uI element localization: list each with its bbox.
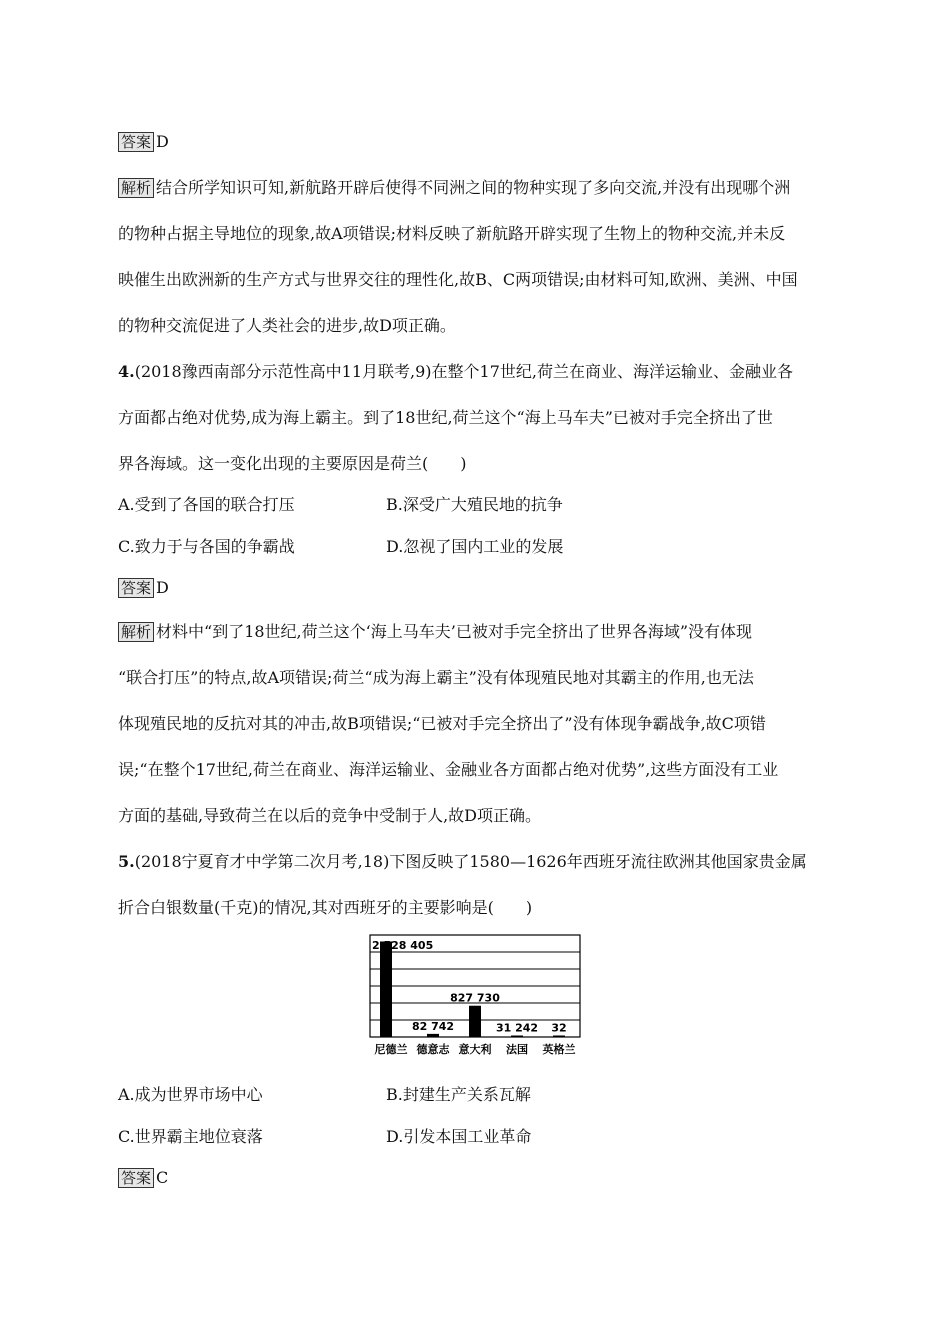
q4-analysis-line-4: 误;“在整个17世纪,荷兰在商业、海洋运输业、金融业各方面都占绝对优势”,这些方面没有工业 [118, 760, 779, 779]
chart-category-label-3: 法国 [506, 1043, 528, 1056]
q3-analysis-line-4: 的物种交流促进了人类社会的进步,故D项正确。 [118, 316, 456, 335]
q4-option-a: A.受到了各国的联合打压 [118, 495, 295, 514]
q4-number: 4. [118, 362, 135, 381]
q3-answer-tag: 答案 [118, 132, 154, 152]
q4-answer: D [156, 578, 169, 597]
chart-bar-3 [511, 1036, 523, 1038]
q4-stem-line-3: 界各海域。这一变化出现的主要原因是荷兰( ) [118, 454, 467, 473]
chart-value-label-3: 31 242 [495, 1021, 539, 1035]
chart-bar-0 [380, 941, 392, 1037]
q4-analysis-line-5: 方面的基础,导致荷兰在以后的竞争中受制于人,故D项正确。 [118, 806, 542, 825]
chart-bar-2 [469, 1006, 481, 1037]
q4-analysis-line-2: “联合打压”的特点,故A项错误;荷兰“成为海上霸主”没有体现殖民地对其霸主的作用,也无法 [118, 668, 754, 687]
chart-value-label-1: 82 742 [411, 1019, 455, 1033]
chart-value-label-4: 32 [551, 1021, 567, 1035]
q5-answer-tag: 答案 [118, 1168, 154, 1188]
q3-analysis-text: 结合所学知识可知,新航路开辟后使得不同洲之间的物种实现了多向交流,并没有出现哪个洲 [156, 178, 791, 197]
q5-option-b: B.封建生产关系瓦解 [386, 1085, 531, 1104]
q5-stem-text: (2018宁夏育才中学第二次月考,18)下图反映了1580—1626年西班牙流往欧洲其他国家贵金属 [134, 852, 807, 871]
q5-option-a: A.成为世界市场中心 [118, 1085, 263, 1104]
q3-analysis-tag: 解析 [118, 178, 154, 198]
chart-category-label-2: 意大利 [458, 1043, 492, 1056]
q4-answer-line [118, 578, 169, 598]
q4-option-c: C.致力于与各国的争霸战 [118, 537, 295, 556]
q3-answer: D [156, 132, 169, 151]
q5-number: 5. [118, 852, 135, 871]
silver-outflow-bar-chart [366, 933, 586, 1063]
q4-stem-line-2: 方面都占绝对优势,成为海上霸主。到了18世纪,荷兰这个“海上马车夫”已被对手完全挤出了世 [118, 408, 773, 427]
chart-category-label-1: 德意志 [416, 1043, 450, 1056]
q3-answer-line [118, 132, 169, 152]
q5-stem-line-2: 折合白银数量(千克)的情况,其对西班牙的主要影响是( ) [118, 898, 533, 917]
chart-value-label-2: 827 730 [450, 991, 500, 1005]
q4-option-b: B.深受广大殖民地的抗争 [386, 495, 563, 514]
q5-answer: C [156, 1168, 169, 1187]
q4-option-d: D.忽视了国内工业的发展 [386, 537, 564, 556]
q4-answer-tag: 答案 [118, 578, 154, 598]
q4-analysis-tag: 解析 [118, 622, 154, 642]
q4-stem-line-1 [118, 362, 793, 382]
chart-category-label-0: 尼德兰 [374, 1043, 408, 1056]
q4-analysis-line-1 [118, 622, 752, 642]
chart-category-label-4: 英格兰 [542, 1043, 576, 1056]
q3-analysis-line-2: 的物种占据主导地位的现象,故A项错误;材料反映了新航路开辟实现了生物上的物种交流,并未反 [118, 224, 786, 243]
q3-analysis-line-1 [118, 178, 790, 198]
chart-bar-1 [427, 1034, 439, 1037]
q5-option-c: C.世界霸主地位衰落 [118, 1127, 263, 1146]
q5-option-d: D.引发本国工业革命 [386, 1127, 532, 1146]
q4-analysis-text: 材料中“到了18世纪,荷兰这个‘海上马车夫’已被对手完全挤出了世界各海域”没有体现 [156, 622, 752, 641]
q4-analysis-line-3: 体现殖民地的反抗对其的冲击,故B项错误;“已被对手完全挤出了”没有体现争霸战争,故C项错 [118, 714, 766, 733]
chart-value-label-0: 2 528 405 [372, 939, 434, 952]
q5-stem-line-1 [118, 852, 807, 872]
chart-bar-4 [553, 1036, 565, 1038]
q4-stem-text: (2018豫西南部分示范性高中11月联考,9)在整个17世纪,荷兰在商业、海洋运输业、金融业各 [134, 362, 793, 381]
q5-answer-line [118, 1168, 168, 1188]
q3-analysis-line-3: 映催生出欧洲新的生产方式与世界交往的理性化,故B、C两项错误;由材料可知,欧洲、美洲、中国 [118, 270, 798, 289]
